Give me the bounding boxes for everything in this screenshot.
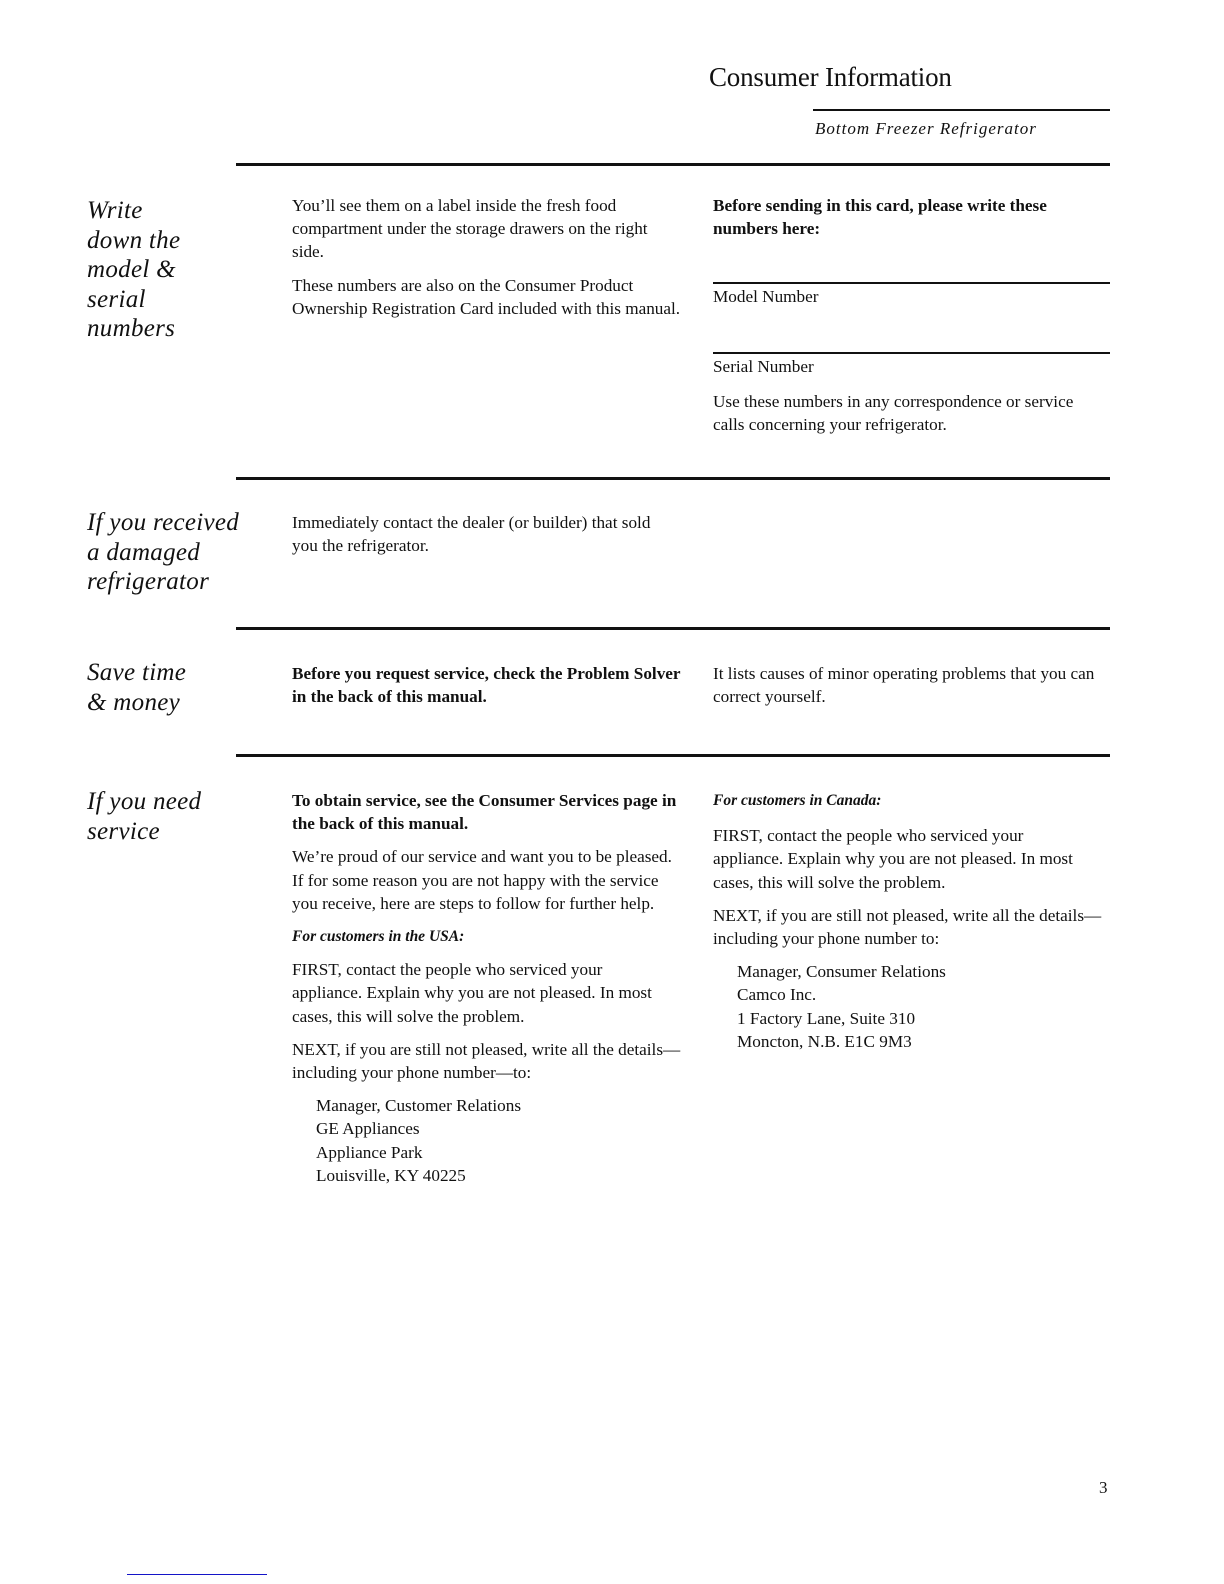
address-line: Moncton, N.B. E1C 9M3 <box>737 1031 912 1051</box>
heading-line: service <box>87 817 160 845</box>
serial-number-line[interactable] <box>713 352 1110 354</box>
registration-intro: Before sending in this card, please write these numbers here: <box>713 196 1047 239</box>
serial-number-label: Serial Number <box>713 357 814 376</box>
header-divider <box>813 109 1110 111</box>
problem-solver-detail: It lists causes of minor operating problems that you can correct yourself. <box>713 664 1095 707</box>
section-heading-save-time <box>87 658 186 717</box>
usa-label: For customers in the USA: <box>292 928 465 946</box>
section-heading-model-serial <box>87 196 180 344</box>
section-heading-damaged <box>87 508 239 597</box>
page-title: Consumer Information <box>709 62 952 92</box>
heading-line: serial <box>87 285 146 313</box>
paragraph: Immediately contact the dealer (or builder) that sold you the refrigerator. <box>292 513 651 556</box>
canada-next-step: NEXT, if you are still not pleased, write all the details—including your phone number to: <box>713 905 1102 949</box>
heading-line: & money <box>87 688 181 716</box>
section-heading-service <box>87 787 201 846</box>
paragraph: These numbers are also on the Consumer Product Ownership Registration Card included with this manual. <box>292 275 681 318</box>
address-line: 1 Factory Lane, Suite 310 <box>737 1008 916 1028</box>
model-number-line[interactable] <box>713 282 1110 284</box>
section-divider <box>236 477 1110 480</box>
canada-service-column <box>713 789 1113 1053</box>
heading-line: Save time <box>87 659 187 686</box>
address-line: Louisville, KY 40225 <box>316 1165 466 1185</box>
heading-line: Write <box>87 197 143 224</box>
canada-first-step: FIRST, contact the people who serviced your appliance. Explain why you are not pleased. In most cases, this will solve the problem. <box>713 826 1073 892</box>
heading-line: If you need <box>87 788 202 815</box>
section-divider <box>236 627 1110 630</box>
registration-card-fields <box>713 194 1111 250</box>
heading-line: refrigerator <box>87 568 210 595</box>
heading-line: If you received <box>87 509 240 536</box>
model-number-label: Model Number <box>713 287 819 306</box>
model-serial-location-text <box>292 194 697 330</box>
usa-next-step: NEXT, if you are still not pleased, write all the details—including your phone number—to: <box>292 1039 681 1083</box>
address-line: Manager, Consumer Relations <box>737 962 946 982</box>
heading-line: model & <box>87 256 176 283</box>
usa-service-column <box>292 789 692 1187</box>
service-intro: We’re proud of our service and want you to be pleased. If for some reason you are not happy with the service you receive, here are steps to follow for further help. <box>292 847 672 913</box>
address-line: GE Appliances <box>316 1119 420 1139</box>
heading-line: down the <box>87 226 181 254</box>
address-line: Camco Inc. <box>737 985 817 1005</box>
damaged-text <box>292 511 672 567</box>
usa-address <box>292 1094 692 1187</box>
problem-solver-note: Before you request service, check the Problem Solver in the back of this manual. <box>292 664 681 707</box>
page-subtitle: Bottom Freezer Refrigerator <box>815 119 1037 138</box>
paragraph: You’ll see them on a label inside the fresh food compartment under the storage drawers on the right side. <box>292 196 648 262</box>
service-intro-bold: To obtain service, see the Consumer Services page in the back of this manual. <box>292 791 677 834</box>
section-divider <box>236 754 1110 757</box>
address-line: Appliance Park <box>316 1142 423 1162</box>
numbers-usage-note: Use these numbers in any correspondence or service calls concerning your refrigerator. <box>713 392 1074 435</box>
address-line: Manager, Customer Relations <box>316 1096 522 1116</box>
usa-first-step: FIRST, contact the people who serviced your appliance. Explain why you are not pleased. In most cases, this will solve the problem. <box>292 960 652 1026</box>
heading-line: a damaged <box>87 538 201 566</box>
canada-address <box>713 960 1113 1053</box>
canada-label: For customers in Canada: <box>713 792 882 809</box>
section-divider <box>236 163 1110 166</box>
link-underline <box>127 1574 267 1575</box>
heading-line: numbers <box>87 315 176 342</box>
page-number: 3 <box>1099 1478 1108 1497</box>
